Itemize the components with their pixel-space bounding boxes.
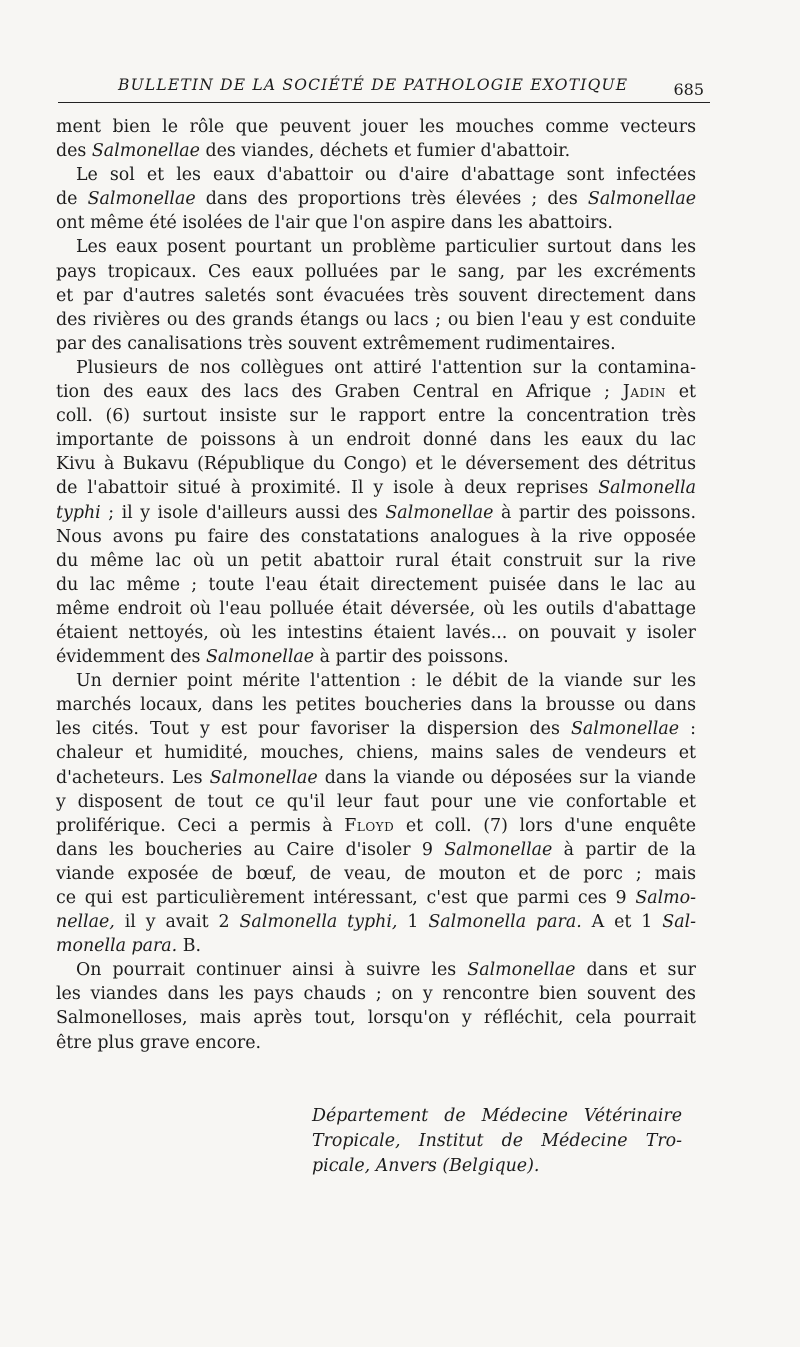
text-line: d'acheteurs. Les Salmonellae dans la viande ou déposées sur la viande: [56, 767, 696, 788]
text-line: coll. (6) surtout insiste sur le rapport entre la concentration très: [56, 406, 696, 427]
text-line: tion des eaux des lacs des Graben Central en Afrique ; Jadin et: [56, 382, 696, 403]
text-line: dans les boucheries au Caire d'isoler 9 Salmonellae à partir de la: [56, 839, 696, 860]
affiliation-line: picale, Anvers (Belgique).: [312, 1156, 540, 1176]
text-line: chaleur et humidité, mouches, chiens, mains sales de vendeurs et: [56, 743, 696, 764]
text-line: y disposent de tout ce qu'il leur faut pour une vie confortable et: [56, 791, 696, 812]
text-line: viande exposée de bœuf, de veau, de mouton et de porc ; mais: [56, 863, 696, 884]
affiliation-line: Tropicale, Institut de Médecine Tro-: [312, 1131, 682, 1151]
text-line: les viandes dans les pays chauds ; on y rencontre bien souvent des: [56, 984, 696, 1005]
text-line: pays tropicaux. Ces eaux polluées par le sang, par les excréments: [56, 261, 696, 282]
text-line: ont même été isolées de l'air que l'on aspire dans les abattoirs.: [56, 213, 613, 234]
text-line: nellae, il y avait 2 Salmonella typhi, 1 Salmonella para. A et 1 Sal-: [56, 912, 697, 933]
text-line: évidemment des Salmonellae à partir des poissons.: [56, 647, 509, 668]
paragraph-start: On pourrait continuer ainsi à suivre les Salmonellae dans et sur: [76, 960, 696, 981]
paragraph-start: Un dernier point mérite l'attention : le débit de la viande sur les: [76, 671, 696, 692]
text-line: Kivu à Bukavu (République du Congo) et le déversement des détritus: [56, 454, 696, 475]
text-line: étaient nettoyés, où les intestins étaient lavés... on pouvait y isoler: [56, 622, 696, 643]
text-line: du lac même ; toute l'eau était directement puisée dans le lac au: [56, 574, 696, 595]
author-name: Jadin: [622, 382, 666, 403]
text-line: marchés locaux, dans les petites boucheries dans la brousse ou dans: [56, 695, 696, 716]
text-line: et par d'autres saletés sont évacuées très souvent directement dans: [56, 285, 696, 306]
text-line: du même lac où un petit abattoir rural était construit sur la rive: [56, 550, 696, 571]
paragraph-start: Les eaux posent pourtant un problème particulier surtout dans les: [76, 237, 696, 258]
text-line: de Salmonellae dans des proportions très élevées ; des Salmonellae: [56, 189, 696, 210]
text-line: être plus grave encore.: [56, 1032, 262, 1053]
running-header: [58, 76, 710, 103]
page-number: 685: [673, 80, 704, 99]
text-line: proliférique. Ceci a permis à Floyd et coll. (7) lors d'une enquête: [56, 815, 696, 836]
text-line: par des canalisations très souvent extrêmement rudimentaires.: [56, 333, 616, 354]
text-line: des Salmonellae des viandes, déchets et fumier d'abattoir.: [56, 141, 571, 162]
text-line: importante de poissons à un endroit donné dans les eaux du lac: [56, 430, 696, 451]
text-line: ment bien le rôle que peuvent jouer les mouches comme vecteurs: [56, 117, 696, 137]
text-line: même endroit où l'eau polluée était déversée, où les outils d'abattage: [56, 598, 696, 619]
text-line: les cités. Tout y est pour favoriser la dispersion des Salmonellae :: [56, 719, 696, 740]
paragraph-start: Le sol et les eaux d'abattoir ou d'aire d'abattage sont infectées: [76, 165, 696, 186]
affiliation: [312, 1104, 682, 1179]
journal-title: BULLETIN DE LA SOCIÉTÉ DE PATHOLOGIE EXOTIQUE: [118, 76, 629, 94]
text-line: Nous avons pu faire des constatations analogues à la rive opposée: [56, 526, 696, 547]
article-body: [56, 115, 696, 1055]
text-line: ce qui est particulièrement intéressant, c'est que parmi ces 9 Salmo-: [56, 888, 696, 908]
paragraph-start: Plusieurs de nos collègues ont attiré l'attention sur la contamina-: [76, 357, 696, 378]
text-line: de l'abattoir situé à proximité. Il y isole à deux reprises Salmonella: [56, 478, 696, 499]
text-line: Salmonelloses, mais après tout, lorsqu'on y réfléchit, cela pourrait: [56, 1008, 696, 1029]
affiliation-line: Département de Médecine Vétérinaire: [312, 1106, 682, 1126]
text-line: des rivières ou des grands étangs ou lacs ; ou bien l'eau y est conduite: [56, 309, 696, 330]
text-line: typhi ; il y isole d'ailleurs aussi des Salmonellae à partir des poissons.: [56, 502, 696, 523]
text-line: monella para. B.: [56, 936, 202, 957]
author-name: Floyd: [344, 815, 395, 836]
